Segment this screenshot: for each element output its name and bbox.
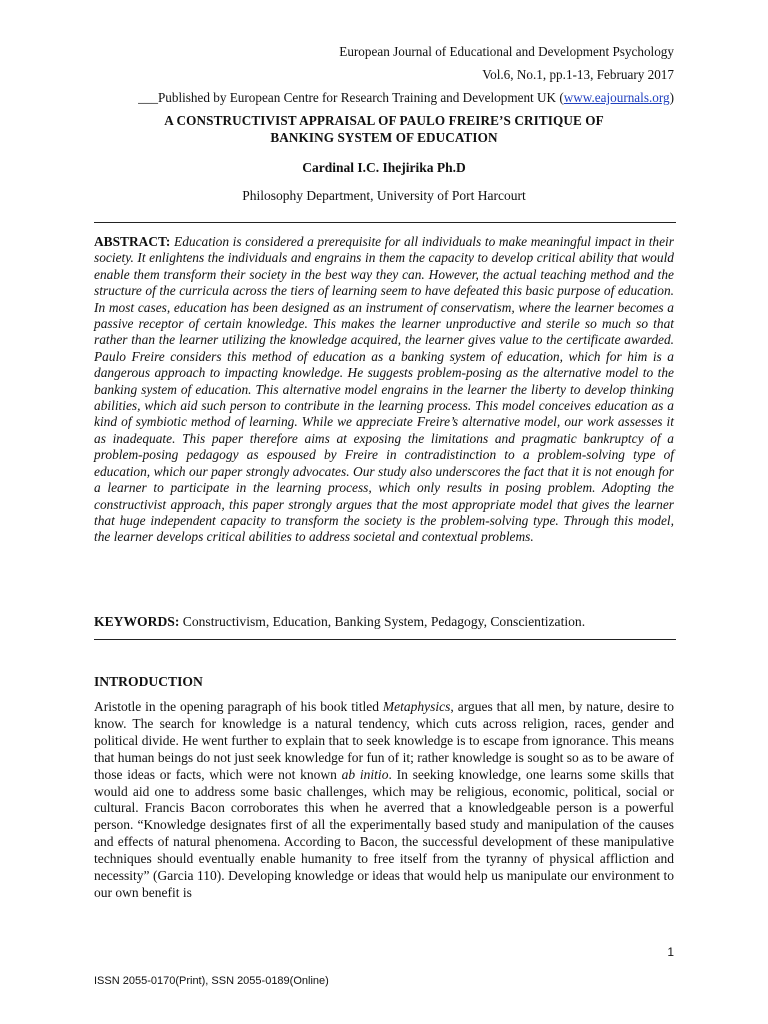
intro-text-3: . In seeking knowledge, one learns some skills that would aid one to address some basic challenges, which may be religious, economic, political, social or cultural. Francis Bacon corroborates this when he averred that a knowledgeable person is a powerful person. “Knowledge designates first of all the experimentally based study and manipulation of the causes and effects of natural phenomena. According to Bacon, the successful development of these manipulative techniques should eventually enable humanity to free itself from the tyranny of physical affliction and necessity” (Garcia 110). Developing knowledge or ideas that would help us manipulate our environment to our own benefit is	[94, 766, 674, 900]
volume-info: Vol.6, No.1, pp.1-13, February 2017	[482, 67, 674, 82]
publisher-suffix: )	[669, 90, 674, 105]
introduction-paragraph	[94, 699, 674, 902]
author-affiliation: Philosophy Department, University of Port Harcourt	[242, 188, 526, 203]
abstract	[94, 234, 674, 546]
latin-phrase: ab initio	[341, 766, 389, 782]
page-number: 1	[667, 945, 674, 959]
title-line-2: BANKING SYSTEM OF EDUCATION	[270, 130, 498, 145]
book-title: Metaphysics	[382, 699, 451, 714]
paper-title	[94, 112, 674, 146]
intro-text-2: , argues that all men, by nature, desire to know. The search for knowledge is a natural tendency, which cuts across religion, races, gender and political divide. He went further to explain that to seek knowledge is to escape from ignorance. This means that human beings do not just seek knowledge for fun of it; rather knowledge is sought so as to be aware of those ideas or facts, which were not known	[94, 699, 674, 782]
divider-bottom	[94, 639, 676, 640]
publisher-line	[138, 90, 674, 106]
author-name: Cardinal I.C. Ihejirika Ph.D	[302, 160, 466, 175]
keywords-text: Constructivism, Education, Banking System, Pedagogy, Conscientization.	[182, 614, 586, 629]
journal-website-link[interactable]: www.eajournals.org	[563, 90, 670, 105]
abstract-label: ABSTRACT:	[94, 234, 171, 249]
divider-top	[94, 222, 676, 223]
section-heading-introduction: INTRODUCTION	[94, 674, 203, 689]
title-line-1: A CONSTRUCTIVIST APPRAISAL OF PAULO FREIRE’S CRITIQUE OF	[164, 113, 604, 128]
issn-footer: ISSN 2055-0170(Print), SSN 2055-0189(Online)	[94, 975, 329, 987]
intro-text-1: Aristotle in the opening paragraph of his book titled	[94, 699, 383, 714]
publisher-prefix: ___Published by European Centre for Research Training and Development UK (	[138, 90, 564, 105]
keywords-label: KEYWORDS:	[94, 614, 180, 629]
journal-name: European Journal of Educational and Development Psychology	[339, 44, 674, 59]
abstract-text: Education is considered a prerequisite for all individuals to make meaningful impact in their society. It enlightens the individuals and engrains in them the capacity to develop critical ability that would enable them transform their society in the best way they can. However, the actual teaching method and the structure of the curricula across the tiers of learning seem to have defeated this basic purpose of education. In most cases, education has been designed as an instrument of conservatism, where the learner becomes a passive receptor of certain knowledge. This makes the learner unproductive and sterile so much so that rather than the learner utilizing the knowledge acquired, the learner gives value to the certificate awarded. Paulo Freire considers this method of education as a banking system of education, which for him is a dangerous approach to impacting knowledge. He suggests problem-posing as the alternative model to the banking system of education. This alternative model engrains in the learner the liberty to develop thinking abilities, which aid such person to contribute in the learning process. This model conceives education as a kind of symbiotic method of learning. While we appreciate Freire’s alternative model, our work assesses it as inadequate. This paper therefore aims at exposing the limitations and pragmatic bankruptcy of a problem-posing pedagogy as espoused by Freire in contradistinction to a problem-solving type of education, which our paper strongly advocates. Our study also underscores the fact that it is not enough for a learner to participate in the learning process, which only results in posing problem. Adopting the constructivist approach, this paper strongly argues that the most appropriate model that gives the learner that huge independent capacity to transform the society is the problem-solving type. Through this model, the learner develops critical abilities to address societal and contextual problems.	[94, 234, 674, 545]
keywords	[94, 614, 674, 630]
